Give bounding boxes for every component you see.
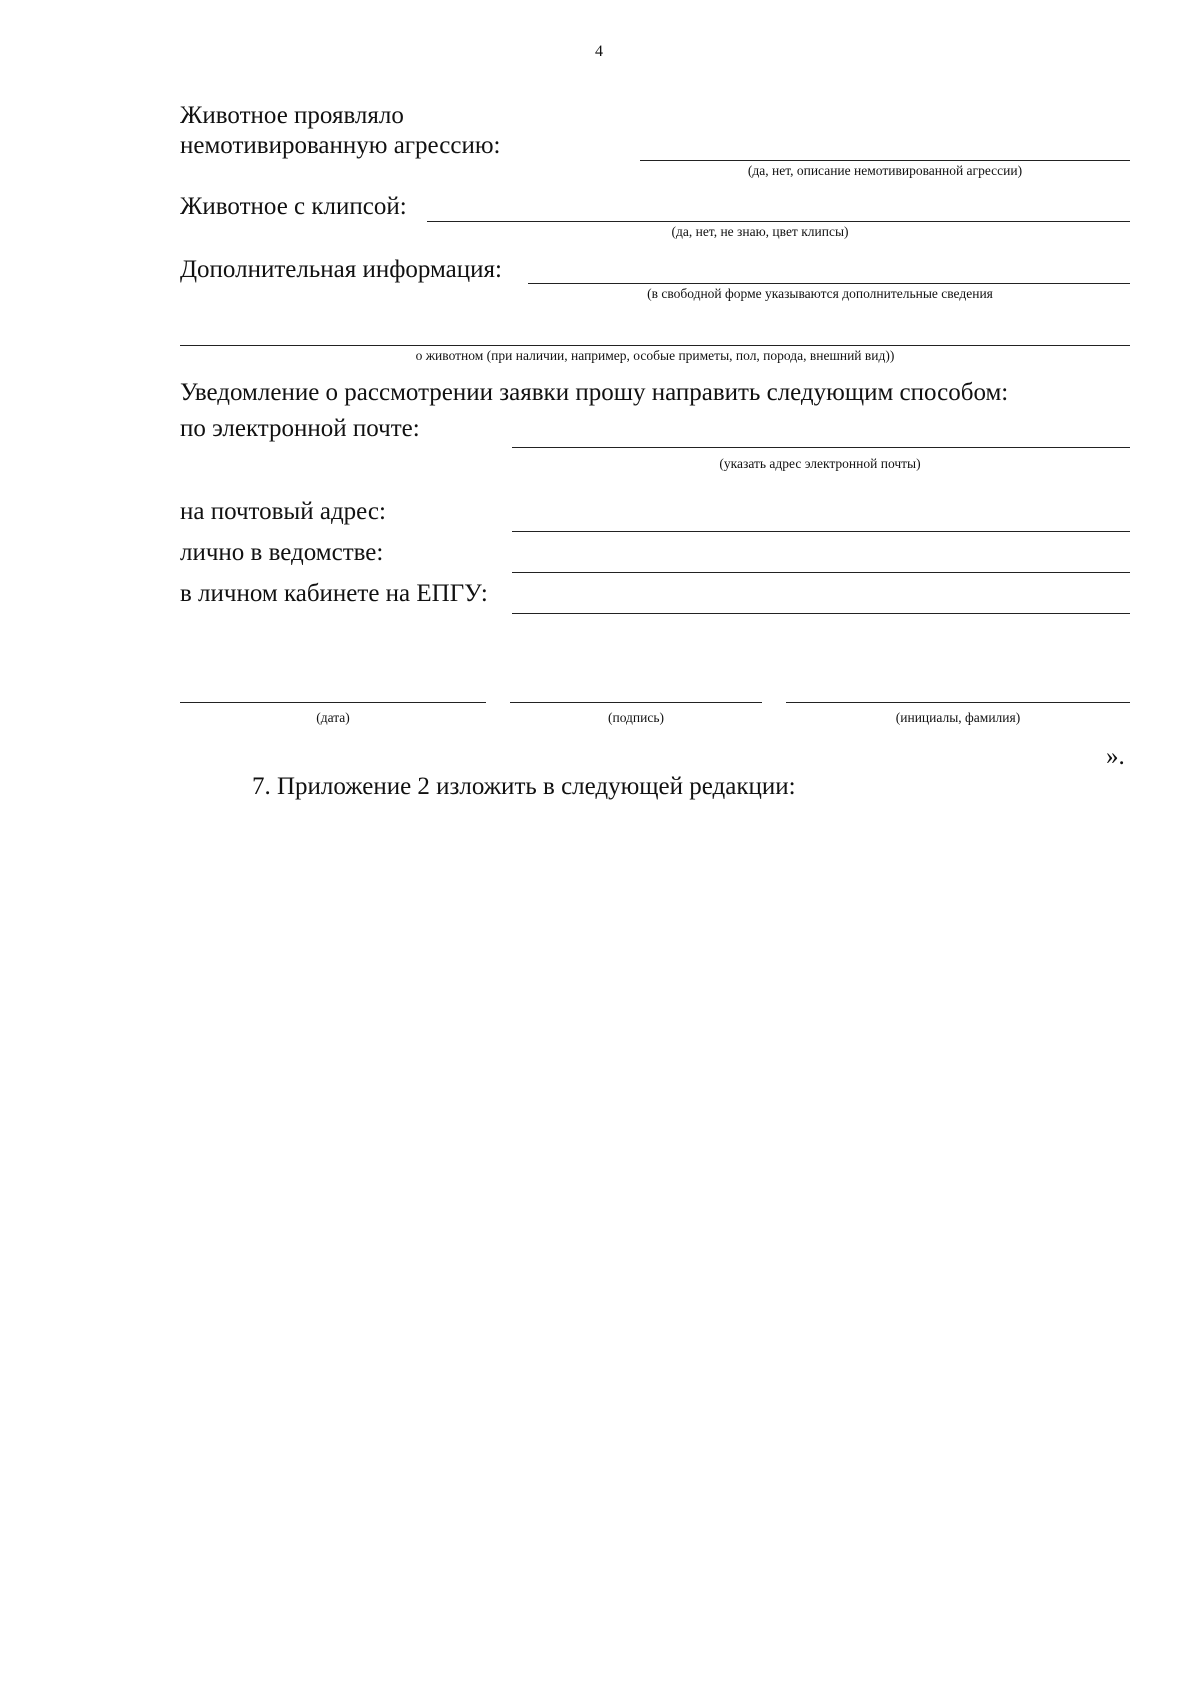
clip-caption: (да, нет, не знаю, цвет клипсы) (671, 224, 849, 239)
aggression-label-line1: Животное проявляло (180, 102, 404, 129)
additional-field-2[interactable] (180, 345, 1130, 346)
additional-caption-2: о животном (при наличии, например, особые приметы, пол, порода, внешний вид)) (415, 348, 895, 363)
email-caption: (указать адрес электронной почты) (719, 456, 921, 471)
name-caption: (инициалы, фамилия) (895, 710, 1021, 725)
epgu-field[interactable] (512, 613, 1130, 614)
date-field[interactable] (180, 702, 486, 703)
additional-caption-1: (в свободной форме указываются дополнительные сведения (647, 286, 993, 301)
aggression-field[interactable] (640, 160, 1130, 161)
date-caption: (дата) (316, 710, 350, 725)
closing-quote: ». (1106, 743, 1125, 770)
aggression-label-line2: немотивированную агрессию: (180, 132, 501, 159)
clip-label: Животное с клипсой: (180, 193, 407, 220)
postal-field[interactable] (512, 531, 1130, 532)
in-person-label: лично в ведомстве: (180, 539, 384, 566)
notification-heading: Уведомление о рассмотрении заявки прошу направить следующим способом: (180, 379, 1009, 406)
additional-field[interactable] (528, 283, 1130, 284)
clip-field[interactable] (427, 221, 1130, 222)
postal-label: на почтовый адрес: (180, 498, 386, 525)
aggression-caption: (да, нет, описание немотивированной агрессии) (747, 163, 1023, 178)
epgu-label: в личном кабинете на ЕПГУ: (180, 580, 488, 607)
in-person-field[interactable] (512, 572, 1130, 573)
email-field[interactable] (512, 447, 1130, 448)
additional-label: Дополнительная информация: (180, 256, 502, 283)
signature-caption: (подпись) (607, 710, 665, 725)
page-number: 4 (595, 43, 603, 60)
signature-field[interactable] (510, 702, 762, 703)
item-7-text: 7. Приложение 2 изложить в следующей редакции: (252, 773, 796, 800)
name-field[interactable] (786, 702, 1130, 703)
email-label: по электронной почте: (180, 415, 420, 442)
